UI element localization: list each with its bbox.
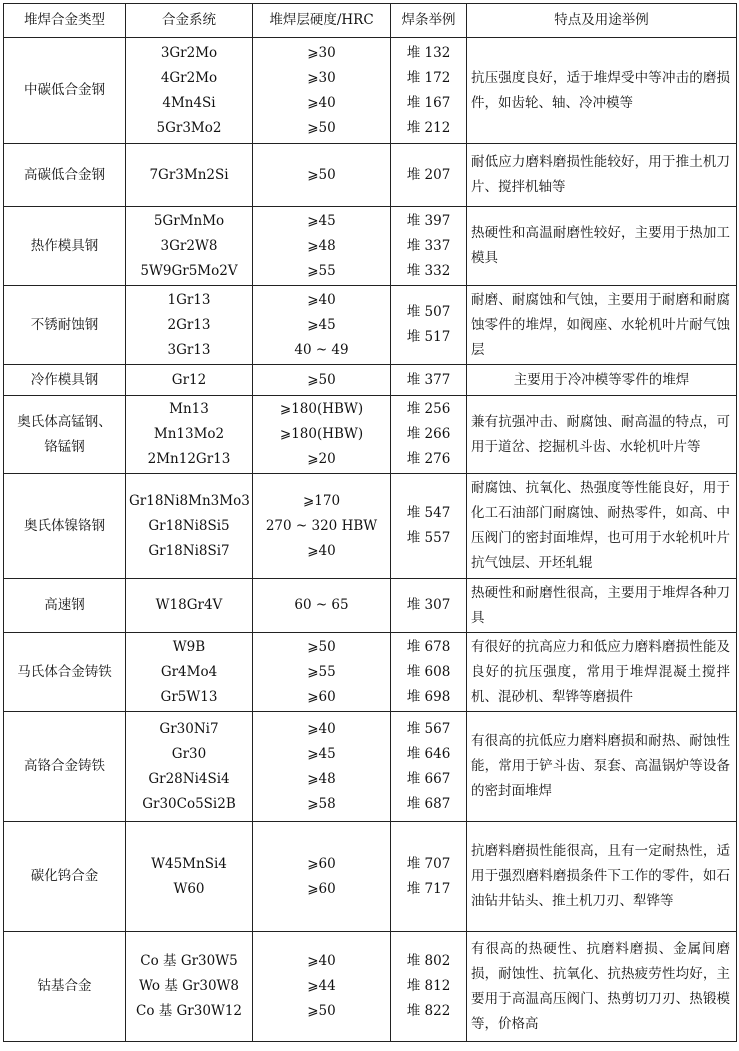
alloy-system-cell bbox=[126, 579, 253, 633]
hardness-value: ⩾50 bbox=[307, 1003, 336, 1019]
hardness-value: ⩾45 bbox=[307, 316, 336, 333]
hardness-value: ⩾30 bbox=[307, 44, 336, 61]
table-row bbox=[4, 286, 737, 365]
hardness-value: ⩾58 bbox=[307, 795, 336, 812]
electrode-cell bbox=[391, 38, 467, 144]
hardness-value: ⩾45 bbox=[307, 212, 336, 229]
hardness-cell bbox=[253, 144, 391, 207]
alloy-type: 热作模具钢 bbox=[4, 207, 126, 286]
electrode-cell bbox=[391, 932, 467, 1042]
electrode-code: 堆 332 bbox=[406, 262, 451, 279]
electrode-cell bbox=[391, 365, 467, 396]
hardness-value: ⩾40 bbox=[307, 94, 336, 111]
hardness-value: ⩾20 bbox=[307, 451, 336, 467]
alloy-system-cell bbox=[126, 365, 253, 396]
hardness-value: ⩾60 bbox=[307, 855, 336, 872]
electrode-code: 堆 337 bbox=[406, 237, 451, 254]
electrode-code: 堆 547 bbox=[406, 505, 451, 521]
alloy-system: 2Gr13 bbox=[167, 316, 211, 333]
alloy-system: 3Gr2W8 bbox=[160, 237, 218, 254]
alloy-system: Gr30 bbox=[171, 745, 207, 762]
features-text: 耐腐蚀、抗氧化、热强度等性能良好，用于化工石油部门耐腐蚀、耐热零件，如高、中压阀门的密封面堆焊，也可用于水轮机叶片抗气蚀层、开坯轧辊 bbox=[467, 474, 737, 579]
hardness-cell bbox=[253, 474, 391, 579]
hardness-value: ⩾48 bbox=[307, 770, 336, 787]
hardness-value: ⩾44 bbox=[307, 978, 336, 994]
electrode-cell bbox=[391, 712, 467, 822]
header-row bbox=[4, 4, 737, 38]
alloy-system: 5Gr3Mo2 bbox=[156, 119, 222, 136]
electrode-code: 堆 707 bbox=[406, 855, 451, 872]
table-row bbox=[4, 144, 737, 207]
alloy-type: 不锈耐蚀钢 bbox=[4, 286, 126, 365]
hardness-cell bbox=[253, 396, 391, 474]
alloy-system: 5W9Gr5Mo2V bbox=[140, 262, 238, 279]
table-row bbox=[4, 712, 737, 822]
table-row bbox=[4, 365, 737, 396]
alloy-type-line: 铬锰钢 bbox=[44, 438, 85, 455]
alloy-type bbox=[4, 396, 126, 474]
electrode-code: 堆 256 bbox=[406, 401, 451, 417]
electrode-code: 堆 698 bbox=[406, 688, 451, 705]
features-text: 抗压强度良好，适于堆焊受中等冲击的磨损件，如齿轮、轴、冷冲模等 bbox=[467, 38, 737, 144]
electrode-code: 堆 678 bbox=[406, 638, 451, 655]
alloy-system: 5GrMnMo bbox=[153, 212, 225, 229]
hardness-value: ⩾40 bbox=[307, 953, 336, 969]
alloy-type: 钴基合金 bbox=[4, 932, 126, 1042]
alloy-system: Wo 基 Gr30W8 bbox=[138, 978, 240, 994]
alloy-system: Gr18Ni8Si7 bbox=[148, 542, 230, 559]
hardness-cell bbox=[253, 633, 391, 712]
features-text: 有很好的抗高应力和低应力磨料磨损性能及良好的抗压强度，常用于堆焊混凝土搅拌机、混砂机、犁铧等磨损件 bbox=[467, 633, 737, 712]
hardness-value: ⩾50 bbox=[307, 119, 336, 136]
hardness-value: ⩾40 bbox=[307, 720, 336, 737]
hardness-cell bbox=[253, 286, 391, 365]
alloy-system: Gr5W13 bbox=[160, 688, 218, 705]
hardness-value: 40 ~ 49 bbox=[294, 341, 349, 358]
hardness-value: ⩾55 bbox=[307, 262, 336, 279]
hardness-cell bbox=[253, 579, 391, 633]
alloy-system-cell bbox=[126, 38, 253, 144]
hardness-value: ⩾60 bbox=[307, 688, 336, 705]
alloy-system: W45MnSi4 bbox=[151, 855, 227, 872]
hardness-value: 270 ~ 320 HBW bbox=[265, 517, 378, 534]
alloy-system: Mn13 bbox=[169, 401, 209, 417]
header-hardness: 堆焊层硬度/HRC bbox=[253, 4, 391, 38]
alloy-system: 4Gr2Mo bbox=[160, 69, 218, 86]
alloy-system: Gr12 bbox=[171, 371, 207, 388]
electrode-code: 堆 567 bbox=[406, 720, 451, 737]
electrode-code: 堆 717 bbox=[406, 880, 451, 897]
electrode-code: 堆 557 bbox=[406, 530, 451, 546]
electrode-code: 堆 687 bbox=[406, 795, 451, 812]
features-text: 有很高的热硬性、抗磨料磨损、金属间磨损，耐蚀性、抗氧化、抗热疲劳性均好，主要用于高温高压阀门、热剪切刀刃、热锻模等，价格高 bbox=[467, 932, 737, 1042]
alloy-type-line: 奥氏体高锰钢、 bbox=[17, 413, 112, 430]
electrode-cell bbox=[391, 474, 467, 579]
features-text: 抗磨料磨损性能很高，且有一定耐热性，适用于强烈磨料磨损条件下工作的零件，如石油钻井钻头、推土机刀刃、犁铧等 bbox=[467, 822, 737, 932]
electrode-code: 堆 266 bbox=[406, 426, 451, 442]
table-row bbox=[4, 579, 737, 633]
alloy-system: Gr18Ni8Mn3Mo3 bbox=[129, 492, 250, 509]
hardness-value: ⩾45 bbox=[307, 745, 336, 762]
alloy-system: Mn13Mo2 bbox=[153, 426, 225, 442]
alloy-type: 冷作模具钢 bbox=[4, 365, 126, 396]
electrode-code: 堆 276 bbox=[406, 451, 451, 467]
hardness-cell bbox=[253, 822, 391, 932]
electrode-cell bbox=[391, 633, 467, 712]
table-row bbox=[4, 633, 737, 712]
alloy-system: 7Gr3Mn2Si bbox=[149, 166, 229, 183]
alloy-system-cell bbox=[126, 474, 253, 579]
alloy-type: 奥氏体镍铬钢 bbox=[4, 474, 126, 579]
alloy-system: W18Gr4V bbox=[155, 597, 223, 613]
alloy-type: 高速钢 bbox=[4, 579, 126, 633]
alloy-system-cell bbox=[126, 396, 253, 474]
hardness-value: ⩾60 bbox=[307, 880, 336, 897]
features-text: 兼有抗强冲击、耐腐蚀、耐高温的特点，可用于道岔、挖掘机斗齿、水轮机叶片等 bbox=[467, 396, 737, 474]
hardness-value: ⩾180(HBW) bbox=[279, 426, 364, 442]
electrode-cell bbox=[391, 579, 467, 633]
electrode-code: 堆 507 bbox=[406, 304, 451, 320]
hardness-cell bbox=[253, 712, 391, 822]
hardness-value: ⩾50 bbox=[307, 638, 336, 655]
alloy-system: Co 基 Gr30W12 bbox=[135, 1003, 242, 1019]
header-alloy-system: 合金系统 bbox=[126, 4, 253, 38]
electrode-code: 堆 397 bbox=[406, 212, 451, 229]
alloy-system: 2Mn12Gr13 bbox=[147, 451, 231, 467]
alloy-system-cell bbox=[126, 144, 253, 207]
alloy-system: 4Mn4Si bbox=[162, 94, 216, 111]
hardness-value: 60 ~ 65 bbox=[294, 597, 349, 613]
electrode-code: 堆 377 bbox=[406, 371, 451, 388]
electrode-cell bbox=[391, 286, 467, 365]
features-text: 主要用于冷冲模等零件的堆焊 bbox=[467, 365, 737, 396]
electrode-code: 堆 667 bbox=[406, 770, 451, 787]
electrode-code: 堆 172 bbox=[406, 69, 451, 86]
hardness-value: ⩾30 bbox=[307, 69, 336, 86]
alloy-system: Gr30Ni7 bbox=[159, 720, 219, 737]
alloy-system-cell bbox=[126, 822, 253, 932]
electrode-code: 堆 207 bbox=[406, 166, 451, 183]
alloy-system-cell bbox=[126, 932, 253, 1042]
hardness-cell bbox=[253, 207, 391, 286]
alloy-type: 中碳低合金钢 bbox=[4, 38, 126, 144]
electrode-code: 堆 517 bbox=[406, 329, 451, 345]
alloy-type: 马氏体合金铸铁 bbox=[4, 633, 126, 712]
electrode-code: 堆 608 bbox=[406, 663, 451, 680]
electrode-code: 堆 167 bbox=[406, 94, 451, 111]
electrode-cell bbox=[391, 396, 467, 474]
alloy-system: 1Gr13 bbox=[167, 291, 211, 308]
alloy-type: 高碳低合金钢 bbox=[4, 144, 126, 207]
electrode-cell bbox=[391, 144, 467, 207]
alloy-system-cell bbox=[126, 286, 253, 365]
alloy-system: Gr4Mo4 bbox=[160, 663, 218, 680]
electrode-code: 堆 646 bbox=[406, 745, 451, 762]
electrode-cell bbox=[391, 207, 467, 286]
hardness-value: ⩾170 bbox=[302, 492, 341, 509]
alloy-system: Co 基 Gr30W5 bbox=[140, 953, 238, 969]
header-features: 特点及用途举例 bbox=[467, 4, 737, 38]
electrode-code: 堆 132 bbox=[406, 44, 451, 61]
hardfacing-alloy-table bbox=[3, 3, 737, 1042]
header-type: 堆焊合金类型 bbox=[4, 4, 126, 38]
electrode-code: 堆 822 bbox=[406, 1003, 451, 1019]
features-text: 有很高的抗低应力磨料磨损和耐热、耐蚀性能，常用于铲斗齿、泵套、高温锅炉等设备的密封面堆焊 bbox=[467, 712, 737, 822]
alloy-system-cell bbox=[126, 207, 253, 286]
table-row bbox=[4, 474, 737, 579]
electrode-code: 堆 212 bbox=[406, 119, 451, 136]
table-row bbox=[4, 38, 737, 144]
alloy-system: Gr28Ni4Si4 bbox=[148, 770, 230, 787]
alloy-system: Gr18Ni8Si5 bbox=[148, 517, 230, 534]
hardness-value: ⩾180(HBW) bbox=[279, 401, 364, 417]
features-text: 耐低应力磨料磨损性能较好，用于推土机刀片、搅拌机轴等 bbox=[467, 144, 737, 207]
alloy-system: 3Gr2Mo bbox=[160, 44, 218, 61]
alloy-type: 碳化钨合金 bbox=[4, 822, 126, 932]
table-row bbox=[4, 932, 737, 1042]
hardness-value: ⩾40 bbox=[307, 542, 336, 559]
hardness-value: ⩾50 bbox=[307, 371, 336, 388]
electrode-code: 堆 307 bbox=[406, 597, 451, 613]
hardness-value: ⩾50 bbox=[307, 166, 336, 183]
alloy-system: 3Gr13 bbox=[167, 341, 211, 358]
table-row bbox=[4, 396, 737, 474]
alloy-system: W9B bbox=[172, 638, 206, 655]
header-electrode: 焊条举例 bbox=[391, 4, 467, 38]
features-text: 热硬性和高温耐磨性较好，主要用于热加工模具 bbox=[467, 207, 737, 286]
table-row bbox=[4, 822, 737, 932]
features-text: 热硬性和耐磨性很高，主要用于堆焊各种刀具 bbox=[467, 579, 737, 633]
electrode-code: 堆 802 bbox=[406, 953, 451, 969]
hardness-value: ⩾55 bbox=[307, 663, 336, 680]
alloy-system-cell bbox=[126, 712, 253, 822]
features-text: 耐磨、耐腐蚀和气蚀，主要用于耐磨和耐腐蚀零件的堆焊，如阀座、水轮机叶片耐气蚀层 bbox=[467, 286, 737, 365]
electrode-code: 堆 812 bbox=[406, 978, 451, 994]
hardness-cell bbox=[253, 38, 391, 144]
table-row bbox=[4, 207, 737, 286]
alloy-system: Gr30Co5Si2B bbox=[142, 795, 236, 812]
hardness-value: ⩾40 bbox=[307, 291, 336, 308]
electrode-cell bbox=[391, 822, 467, 932]
hardness-cell bbox=[253, 365, 391, 396]
alloy-system-cell bbox=[126, 633, 253, 712]
alloy-type: 高铬合金铸铁 bbox=[4, 712, 126, 822]
hardness-value: ⩾48 bbox=[307, 237, 336, 254]
hardness-cell bbox=[253, 932, 391, 1042]
alloy-system: W60 bbox=[173, 880, 205, 897]
